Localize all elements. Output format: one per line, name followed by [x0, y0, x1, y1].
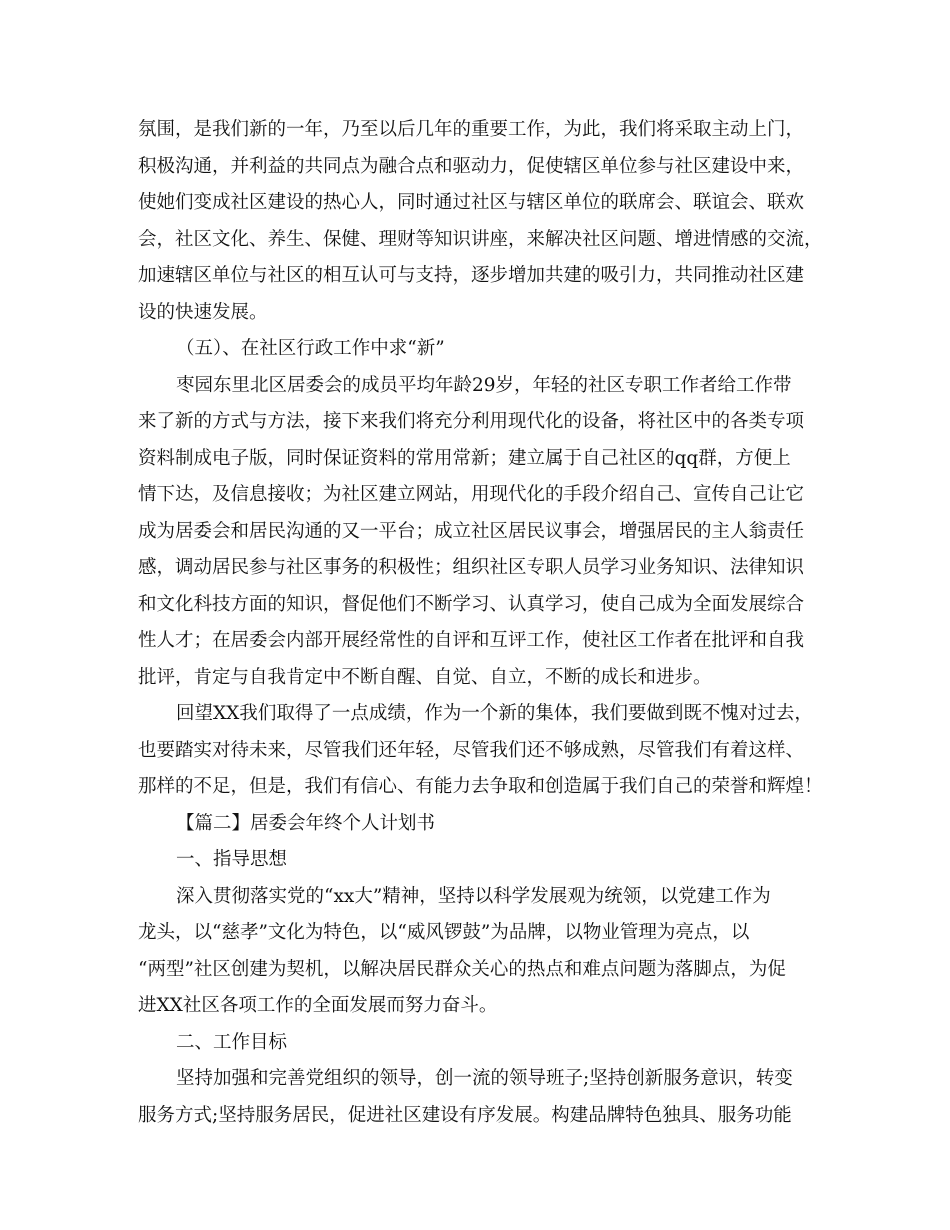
text-line: 成为居委会和居民沟通的又一平台；成立社区居民议事会，增强居民的主人翁责任	[138, 520, 805, 542]
text-line: 积极沟通，并利益的共同点为融合点和驱动力，促使辖区单位参与社区建设中来，	[138, 155, 805, 177]
section-heading: （五）、在社区行政工作中求“新”	[176, 338, 445, 359]
text-line: 服务方式;坚持服务居民，促进社区建设有序发展。构建品牌特色独具、服务功能	[138, 1104, 792, 1126]
text-line: 会，社区文化、养生、保健、理财等知识讲座，来解决社区问题、增进情感的交流，	[138, 228, 823, 250]
text-line: 枣园东里北区居委会的成员平均年龄29岁，年轻的社区专职工作者给工作带	[176, 374, 792, 396]
text-line: 资料制成电子版，同时保证资料的常用常新；建立属于自己社区的qq群，方便上	[138, 447, 791, 469]
text-line: 进XX社区各项工作的全面发展而努力奋斗。	[138, 995, 498, 1016]
text-line: 感，调动居民参与社区事务的积极性；组织社区专职人员学习业务知识、法律知识	[138, 557, 805, 578]
text-line: 也要踏实对待未来，尽管我们还年轻，尽管我们还不够成熟，尽管我们有着这样、	[138, 739, 805, 761]
text-line: 回望XX我们取得了一点成绩，作为一个新的集体，我们要做到既不愧对过去，	[176, 703, 813, 724]
text-line: 龙头，以“慈孝”文化为特色，以“威风锣鼓”为品牌，以物业管理为亮点，以	[138, 922, 750, 943]
text-line: 使她们变成社区建设的热心人，同时通过社区与辖区单位的联席会、联谊会、联欢	[138, 192, 805, 213]
text-line: 设的快速发展。	[138, 301, 268, 323]
text-line: 那样的不足，但是，我们有信心、有能力去争取和创造属于我们自己的荣誉和辉煌！	[138, 776, 823, 797]
text-line: 坚持加强和完善党组织的领导，创一流的领导班子;坚持创新服务意识，转变	[176, 1068, 793, 1089]
text-line: 和文化科技方面的知识，督促他们不断学习、认真学习，使自己成为全面发展综合	[138, 593, 805, 615]
text-line: 批评，肯定与自我肯定中不断自醒、自觉、自立，不断的成长和进步。	[138, 666, 712, 688]
text-line: 性人才；在居委会内部开展经常性的自评和互评工作，使社区工作者在批评和自我	[138, 630, 805, 651]
text-line: 氛围，是我们新的一年，乃至以后几年的重要工作，为此，我们将采取主动上门，	[138, 119, 805, 140]
text-line: 加速辖区单位与社区的相互认可与支持，逐步增加共建的吸引力，共同推动社区建	[138, 265, 805, 286]
section-heading: 二、工作目标	[176, 1031, 288, 1053]
document-body	[138, 112, 828, 1134]
text-line: 深入贯彻落实党的“xx大”精神，坚持以科学发展观为统领，以党建工作为	[176, 885, 771, 907]
text-line: 来了新的方式与方法，接下来我们将充分利用现代化的设备，将社区中的各类专项	[138, 411, 805, 432]
part-heading: 【篇二】居委会年终个人计划书	[176, 812, 436, 834]
text-line: “两型”社区创建为契机，以解决居民群众关心的热点和难点问题为落脚点，为促	[138, 958, 786, 980]
text-line: 情下达，及信息接收；为社区建立网站，用现代化的手段介绍自己、宣传自己让它	[138, 484, 805, 505]
section-heading: 一、指导思想	[176, 849, 288, 870]
